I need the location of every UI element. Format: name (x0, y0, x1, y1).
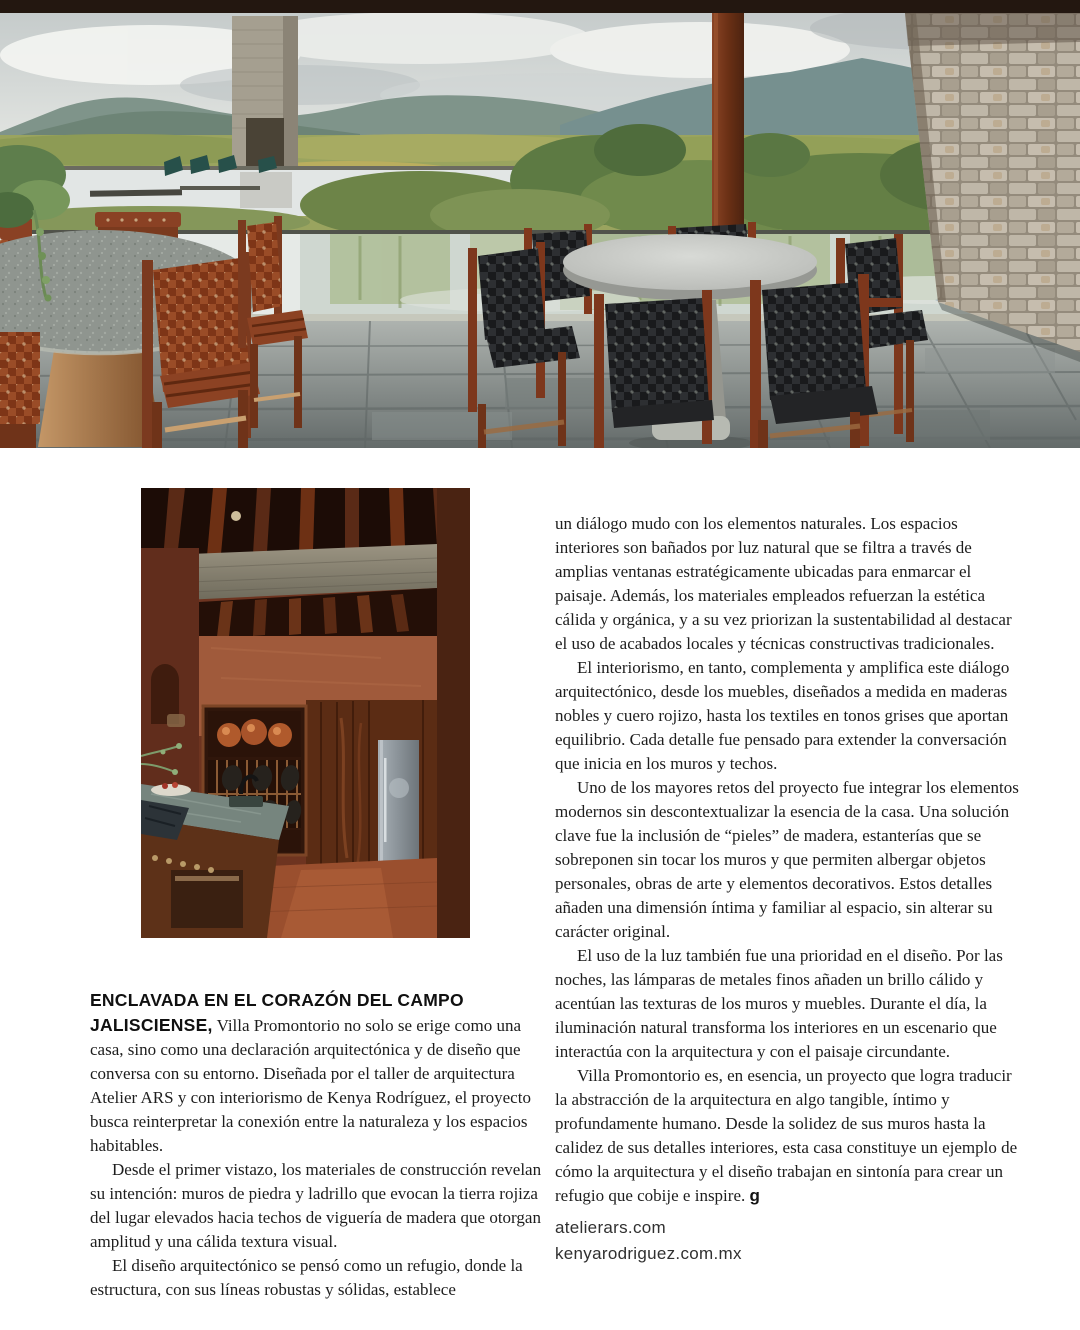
hero-photo (0, 0, 1080, 448)
hero-photo-illustration (0, 0, 1080, 448)
article-kicker: ENCLAVADA EN EL CORAZÓN DEL CAMPO JALISCIENSE, (90, 990, 464, 1035)
body-paragraph: El uso de la luz también fue una prioridad en el diseño. Por las noches, las lámparas de metales finos añaden un brillo cálido y acentúan las texturas de los muros y muebles. Durante el día, la iluminación natural transforma los interiores en un escenario que interactúa con la arquitectura y con el paisaje circundante. (555, 946, 1003, 1061)
body-paragraph: Uno de los mayores retos del proyecto fue integrar los elementos modernos sin descontextualizar la esencia de la casa. Una solución clave fue la inclusión de “pieles” de madera, estanterías que se sobreponen sin tocar los muros y que permiten albergar objetos personales, obras de arte y elementos decorativos. Estos detalles añaden una dimensión íntima y familiar al espacio, sin alterar su carácter original. (555, 778, 1019, 941)
body-paragraph: un diálogo mudo con los elementos naturales. Los espacios interiores son bañados por luz natural que se filtra a través de amplias ventanas estratégicamente ubicadas para enmarcar el paisaje. Además, los materiales empleados refuerzan la estética cálida y orgánica, y a su vez priorizan la sustentabilidad al destacar el uso de acabados locales y técnicas constructivas tradicionales. (555, 514, 1012, 653)
copper-pots (217, 719, 292, 747)
lead-paragraph-text: Villa Promontorio no solo se erige como una casa, sino como una declaración arquitectónica y de diseño que conversa con su entorno. Diseñada por el taller de arquitectura Atelier ARS y con interiorismo de Kenya Rodríguez, el proyecto busca reinterpretar la conexión entre la naturaleza y los espacios habitables. (90, 1016, 531, 1155)
stone-chimney (232, 16, 298, 166)
kitchen-photo-illustration (141, 488, 470, 938)
closing-paragraph-text: Villa Promontorio es, en esencia, un proyecto que logra traducir la abstracción de la arquitectura en algo tangible, íntimo y profundamente humano. Desde la solidez de sus muros hasta la calidez de sus detalles interiores, esta casa constituye un ejemplo de cómo la arquitectura y el diseño trabajan en sintonía para crear un refugio que cobije e inspire. (555, 1066, 1018, 1205)
kitchen-photo (141, 488, 470, 938)
right-wood-column (437, 488, 470, 938)
body-paragraph: El interiorismo, en tanto, complementa y amplifica este diálogo arquitectónico, desde los muebles, diseñados a medida en maderas nobles y cuero rojizo, hasta los textiles en tonos grises que aportan equilibrio. Cada detalle fue pensado para extender la conversación que inicia en los muros y techos. (555, 658, 1010, 773)
sink (229, 796, 263, 807)
credit-links (555, 1215, 1021, 1267)
red-chair-edge (0, 332, 40, 448)
left-text-column (90, 988, 546, 1302)
body-paragraph: Desde el primer vistazo, los materiales de construcción revelan su intención: muros de piedra y ladrillo que evocan la tierra rojiza del lugar elevados hacia techos de viguería de madera que otorgan amplitud y una cálida textura visual. (90, 1160, 542, 1251)
roof-edge (0, 0, 1080, 13)
link-kenyarodriguez[interactable]: kenyarodriguez.com.mx (555, 1244, 742, 1263)
lead-paragraph (90, 988, 546, 1158)
right-text-column (555, 512, 1021, 1267)
body-paragraph (555, 1064, 1021, 1208)
body-paragraph: El diseño arquitectónico se pensó como un refugio, donde la estructura, con sus líneas robustas y sólidas, establece (90, 1256, 523, 1299)
link-atelierars[interactable]: atelierars.com (555, 1218, 666, 1237)
end-of-article-mark: g (749, 1186, 760, 1205)
